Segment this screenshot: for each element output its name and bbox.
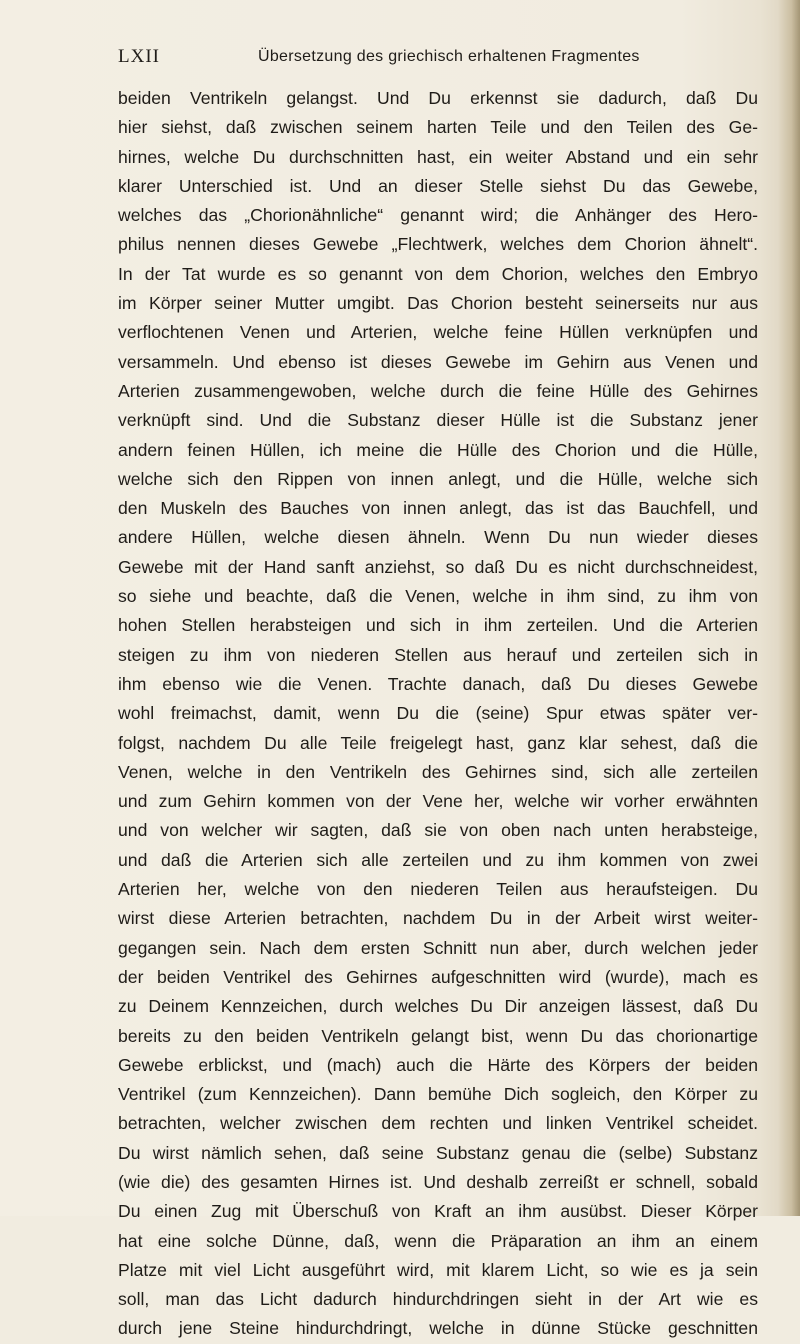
text-line: Gewebe erblickst, und (mach) auch die Härte des Körpers der beiden [118,1054,758,1075]
text-line: wirst diese Arterien betrachten, nachdem Du in der Arbeit wirst weiter- [118,908,758,929]
text-line: wohl freimachst, damit, wenn Du die (seine) Spur etwas später ver- [118,703,758,724]
text-line: gegangen sein. Nach dem ersten Schnitt nun aber, durch welchen jeder [118,937,758,958]
text-line: folgst, nachdem Du alle Teile freigelegt hast, ganz klar sehest, daß die [118,732,758,753]
text-line: zu Deinem Kennzeichen, durch welches Du Dir anzeigen lässest, daß Du [118,996,758,1017]
text-line: den Muskeln des Bauches von innen anlegt, das ist das Bauchfell, und [118,498,758,519]
text-line: andern feinen Hüllen, ich meine die Hülle des Chorion und die Hülle, [118,439,758,460]
text-line: Gewebe mit der Hand sanft anziehst, so daß Du es nicht durchschneidest, [118,556,758,577]
text-line: und zum Gehirn kommen von der Vene her, welche wir vorher erwähnten [118,791,758,812]
text-line: und daß die Arterien sich alle zerteilen und zu ihm kommen von zwei [118,849,758,870]
text-line: verflochtenen Venen und Arterien, welche feine Hüllen verknüpfen und [118,322,758,343]
text-line: welches das „Chorionähnliche“ genannt wird; die Anhänger des Hero- [118,205,758,226]
text-line: im Körper seiner Mutter umgibt. Das Chorion besteht seinerseits nur aus [118,293,758,314]
text-line: ihm ebenso wie die Venen. Trachte danach, daß Du dieses Gewebe [118,673,758,694]
text-line: Ventrikel (zum Kennzeichen). Dann bemühe Dich sogleich, den Körper zu [118,1084,758,1105]
text-line: klarer Unterschied ist. Und an dieser Stelle siehst Du das Gewebe, [118,175,758,196]
body-text [118,84,758,1344]
running-head: Übersetzung des griechisch erhaltenen Fragmentes [258,48,640,65]
text-line: versammeln. Und ebenso ist dieses Gewebe im Gehirn aus Venen und [118,351,758,372]
text-line: welche sich den Rippen von innen anlegt, und die Hülle, welche sich [118,468,758,489]
text-line: hat eine solche Dünne, daß, wenn die Präparation an ihm an einem [118,1230,758,1251]
page-header [118,46,678,74]
text-line: philus nennen dieses Gewebe „Flechtwerk, welches dem Chorion ähnelt“. [118,234,758,255]
text-line: betrachten, welcher zwischen dem rechten und linken Ventrikel scheidet. [118,1113,758,1134]
text-line: Arterien zusammengewoben, welche durch die feine Hülle des Gehirnes [118,380,758,401]
page-number: LXII [118,46,160,67]
page-edge-shadow [778,0,800,1216]
text-line: In der Tat wurde es so genannt von dem Chorion, welches den Embryo [118,263,758,284]
text-line: hirnes, welche Du durchschnitten hast, ein weiter Abstand und ein sehr [118,146,758,167]
text-line: Du einen Zug mit Überschuß von Kraft an ihm ausübst. Dieser Körper [118,1201,758,1222]
text-line: Platze mit viel Licht ausgeführt wird, mit klarem Licht, so wie es ja sein [118,1259,758,1280]
text-line: soll, man das Licht dadurch hindurchdringen sieht in der Art wie es [118,1289,758,1310]
text-line: Venen, welche in den Ventrikeln des Gehirnes sind, sich alle zerteilen [118,761,758,782]
text-line: andere Hüllen, welche diesen ähneln. Wenn Du nun wieder dieses [118,527,758,548]
text-line: beiden Ventrikeln gelangst. Und Du erkennst sie dadurch, daß Du [118,88,758,108]
text-line: der beiden Ventrikel des Gehirnes aufgeschnitten wird (wurde), mach es [118,966,758,987]
text-line: (wie die) des gesamten Hirnes ist. Und deshalb zerreißt er schnell, sobald [118,1171,758,1192]
text-line: verknüpft sind. Und die Substanz dieser Hülle ist die Substanz jener [118,410,758,431]
text-line: hier siehst, daß zwischen seinem harten Teile und den Teilen des Ge- [118,117,758,138]
text-line: steigen zu ihm von niederen Stellen aus herauf und zerteilen sich in [118,644,758,665]
text-line: hohen Stellen herabsteigen und sich in ihm zerteilen. Und die Arterien [118,615,758,636]
text-line: Arterien her, welche von den niederen Teilen aus heraufsteigen. Du [118,879,758,900]
text-line: Du wirst nämlich sehen, daß seine Substanz genau die (selbe) Substanz [118,1142,758,1163]
text-line: durch jene Steine hindurchdringt, welche in dünne Stücke geschnitten [118,1318,758,1339]
text-line: und von welcher wir sagten, daß sie von oben nach unten herabsteige, [118,820,758,841]
text-line: so siehe und beachte, daß die Venen, welche in ihm sind, zu ihm von [118,586,758,607]
text-line: bereits zu den beiden Ventrikeln gelangt bist, wenn Du das chorionartige [118,1025,758,1046]
